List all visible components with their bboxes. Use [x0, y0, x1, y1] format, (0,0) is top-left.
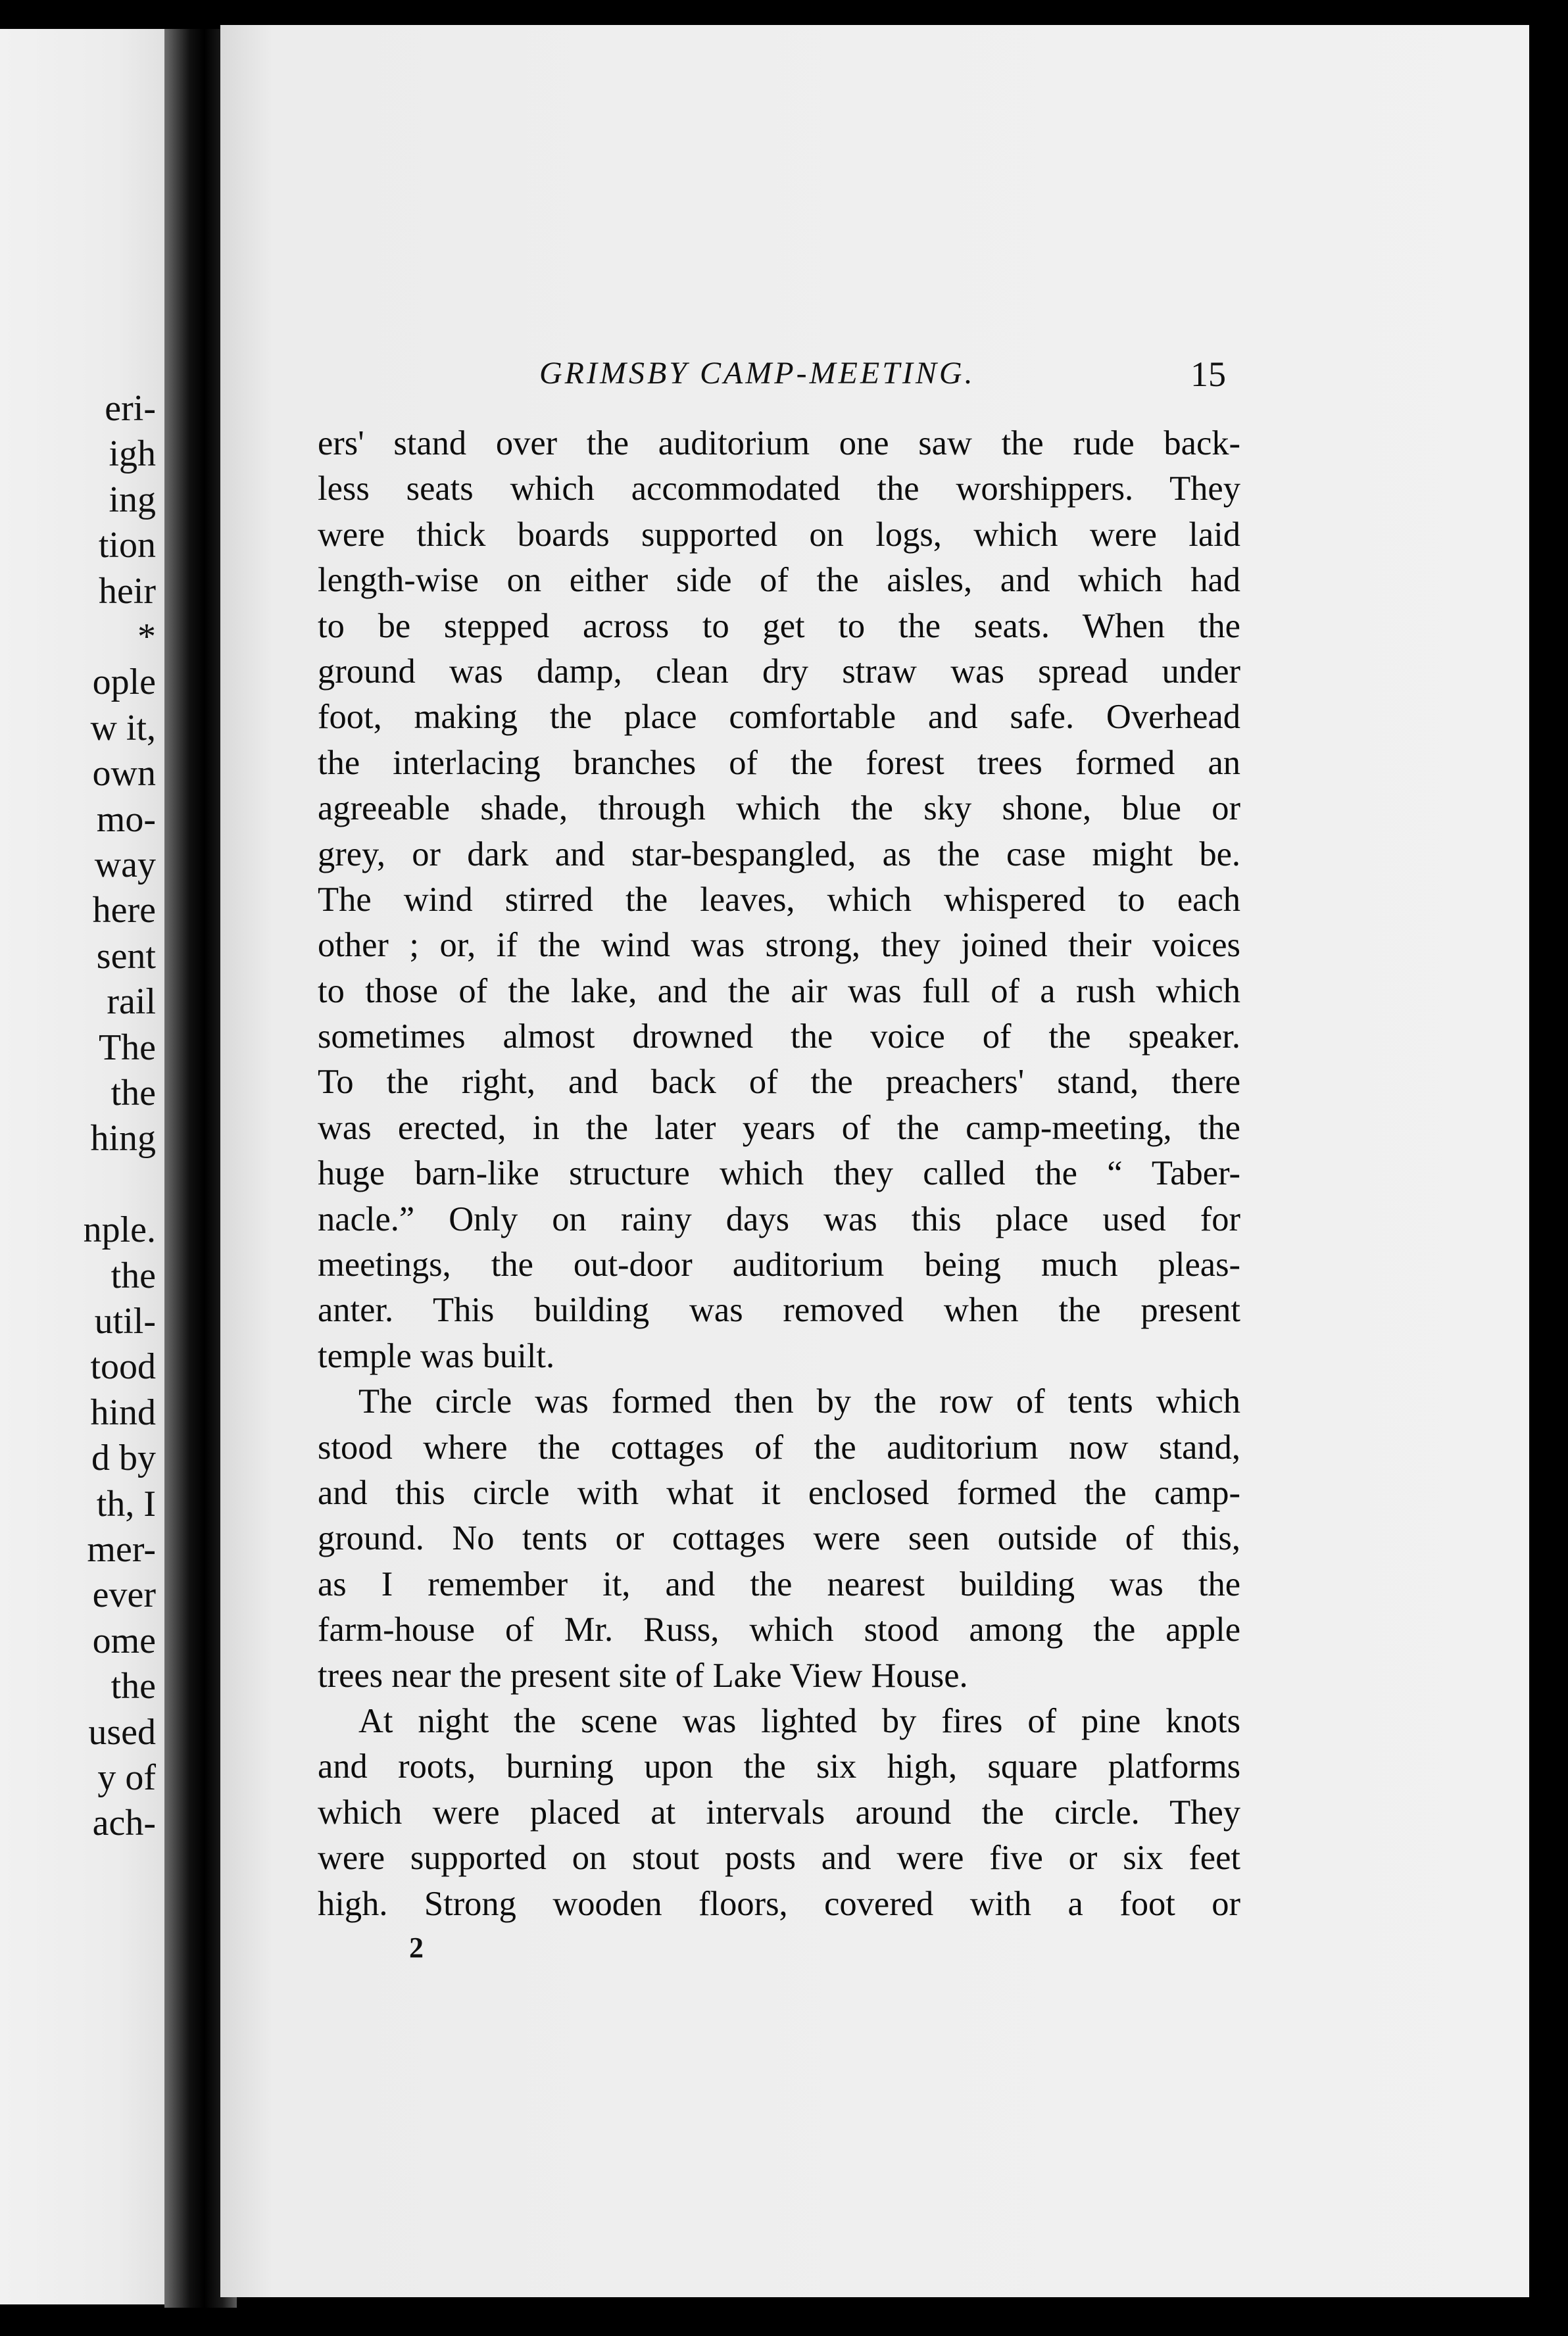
facing-page-fragment: *	[137, 616, 156, 657]
paragraph	[318, 421, 1240, 1379]
facing-page-fragment: the	[110, 1073, 156, 1113]
text-line: were thick boards supported on logs, which were laid	[318, 515, 1240, 554]
facing-page-fragment: tood	[90, 1346, 156, 1388]
facing-page-fragment: mer-	[87, 1529, 156, 1570]
text-line: temple was built.	[318, 1336, 555, 1375]
facing-page-fragment: sent	[96, 935, 156, 977]
facing-page-fragment: ever	[92, 1574, 156, 1616]
text-line: less seats which accommodated the worshippers. They	[318, 470, 1240, 508]
text-line: high. Strong wooden floors, covered with a foot or	[318, 1884, 1240, 1923]
paragraph	[318, 1379, 1240, 1699]
text-line: trees near the present site of Lake View House.	[318, 1656, 968, 1695]
facing-page-fragment: y of	[97, 1757, 156, 1798]
text-line: ers' stand over the auditorium one saw the rude back-	[318, 424, 1240, 462]
facing-page-fragment: d by	[91, 1438, 156, 1479]
text-line: huge barn-like structure which they called the “ Taber-	[318, 1154, 1240, 1193]
facing-page-fragment: used	[88, 1711, 156, 1753]
text-line: to those of the lake, and the air was full of a rush which	[318, 971, 1240, 1010]
text-line: nacle.” Only on rainy days was this place used for	[318, 1200, 1240, 1238]
text-line: grey, or dark and star-bespangled, as the case might be.	[318, 835, 1240, 873]
facing-page-fragment: hind	[90, 1392, 156, 1433]
text-line: sometimes almost drowned the voice of the speaker.	[318, 1017, 1240, 1056]
facing-page-fragment: ach-	[92, 1803, 156, 1844]
facing-page-fragment: mo-	[96, 798, 156, 840]
text-line: The wind stirred the leaves, which whispered to each	[318, 880, 1240, 919]
body-text	[318, 421, 1240, 1927]
facing-page-fragment: own	[92, 753, 156, 794]
text-line: ground. No tents or cottages were seen outside of this,	[318, 1519, 1240, 1558]
text-line: ground was damp, clean dry straw was spread under	[318, 652, 1240, 691]
text-line: which were placed at intervals around the circle. They	[318, 1793, 1240, 1832]
facing-page-fragment: ing	[109, 479, 156, 520]
text-line: foot, making the place comfortable and safe. Overhead	[318, 698, 1240, 737]
facing-page-fragment: way	[94, 844, 156, 885]
paragraph	[318, 1699, 1240, 1927]
facing-page-fragment: heir	[98, 570, 156, 612]
text-line: the interlacing branches of the forest trees formed an	[318, 743, 1240, 782]
text-line: and this circle with what it enclosed formed the camp-	[318, 1473, 1240, 1512]
facing-page-fragment: nple.	[83, 1209, 156, 1251]
text-line: To the right, and back of the preachers' stand, there	[318, 1063, 1240, 1102]
facing-page-fragment: util-	[94, 1301, 156, 1342]
text-line: and roots, burning upon the six high, square platforms	[318, 1747, 1240, 1786]
text-line: anter. This building was removed when the present	[318, 1291, 1240, 1330]
facing-page-fragment: the	[110, 1255, 156, 1296]
facing-page-fragment: w it,	[90, 707, 156, 748]
facing-page-fragment: here	[92, 890, 156, 931]
text-line: farm-house of Mr. Russ, which stood among the apple	[318, 1611, 1240, 1649]
facing-page-fragment: rail	[107, 981, 156, 1023]
facing-page-fragment: eri-	[105, 388, 156, 429]
facing-page-fragment: igh	[109, 433, 156, 475]
running-head: GRIMSBY CAMP-MEETING.	[539, 356, 975, 391]
facing-page-fragment: the	[110, 1666, 156, 1707]
facing-page-fragment: th, I	[96, 1483, 156, 1524]
page-number: 15	[1190, 354, 1226, 394]
facing-page-fragment: ople	[92, 662, 156, 703]
signature-mark: 2	[409, 1932, 424, 1964]
facing-page	[0, 29, 168, 2304]
text-line: agreeable shade, through which the sky shone, blue or	[318, 789, 1240, 828]
facing-page-fragment: hing	[90, 1118, 156, 1159]
text-line: to be stepped across to get to the seats. When the	[318, 606, 1240, 645]
text-line: meetings, the out-door auditorium being much pleas-	[318, 1246, 1240, 1284]
facing-page-fragment: ome	[92, 1620, 156, 1661]
text-line: The circle was formed then by the row of tents which	[358, 1382, 1240, 1421]
text-line: as I remember it, and the nearest building was the	[318, 1565, 1240, 1603]
text-line: stood where the cottages of the auditorium now stand,	[318, 1428, 1240, 1467]
facing-page-fragment: tion	[98, 525, 156, 566]
text-line: other ; or, if the wind was strong, they joined their voices	[318, 926, 1240, 965]
text-line: was erected, in the later years of the camp-meeting, the	[318, 1108, 1240, 1147]
facing-page-fragment: The	[98, 1027, 156, 1068]
text-line: length-wise on either side of the aisles, and which had	[318, 561, 1240, 600]
text-line: were supported on stout posts and were five or six feet	[318, 1839, 1240, 1878]
text-line: At night the scene was lighted by fires of pine knots	[358, 1701, 1240, 1740]
